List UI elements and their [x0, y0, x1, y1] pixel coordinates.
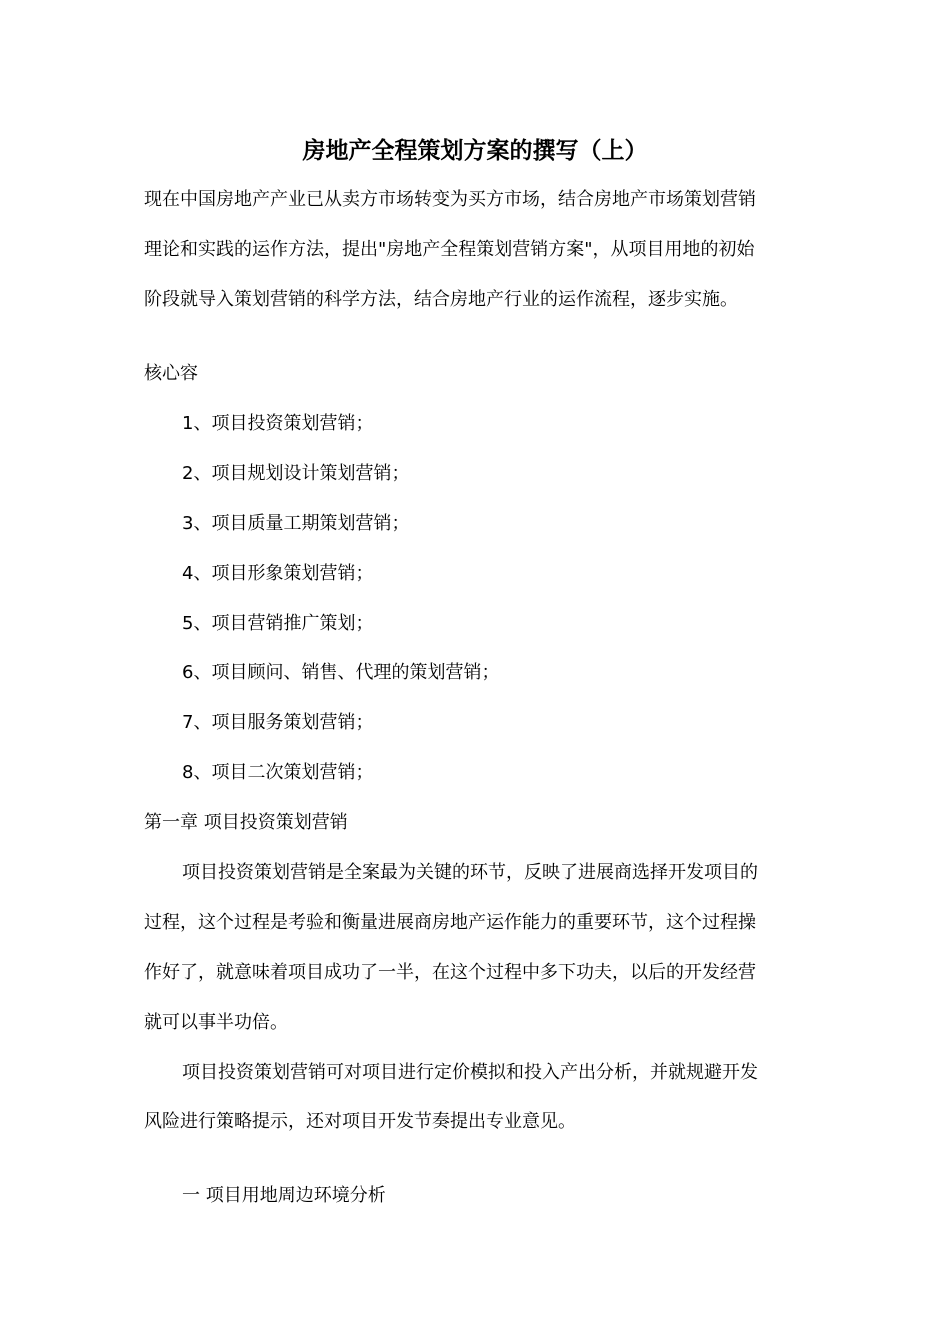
intro-line: 现在中国房地产产业已从卖方市场转变为买方市场，结合房地产市场策划营销	[144, 189, 756, 210]
intro-line: 理论和实践的运作方法，提出"房地产全程策划营销方案"，从项目用地的初始	[144, 239, 755, 260]
core-list-item: 5、项目营销推广策划；	[182, 613, 374, 634]
core-list-item: 7、项目服务策划营销；	[182, 712, 374, 733]
chapter-heading: 第一章 项目投资策划营销	[144, 812, 348, 833]
core-list-item: 3、项目质量工期策划营销；	[182, 513, 410, 534]
chapter-paragraph-line: 风险进行策略提示，还对项目开发节奏提出专业意见。	[144, 1111, 576, 1132]
chapter-paragraph-line: 就可以事半功倍。	[144, 1012, 288, 1033]
chapter-paragraph-line: 项目投资策划营销可对项目进行定价模拟和投入产出分析，并就规避开发	[182, 1062, 758, 1083]
chapter-paragraph-line: 作好了，就意味着项目成功了一半，在这个过程中多下功夫，以后的开发经营	[144, 962, 756, 983]
core-list-item: 8、项目二次策划营销；	[182, 762, 374, 783]
core-list-item: 1、项目投资策划营销；	[182, 413, 374, 434]
core-list-item: 2、项目规划设计策划营销；	[182, 463, 410, 484]
intro-line: 阶段就导入策划营销的科学方法，结合房地产行业的运作流程，逐步实施。	[144, 289, 738, 310]
chapter-paragraph-line: 过程，这个过程是考验和衡量进展商房地产运作能力的重要环节，这个过程操	[144, 912, 756, 933]
section-heading: 一 项目用地周边环境分析	[182, 1185, 386, 1206]
core-heading: 核心容	[144, 363, 198, 384]
core-list-item: 4、项目形象策划营销；	[182, 563, 374, 584]
document-title: 房地产全程策划方案的撰写（上）	[302, 138, 648, 164]
chapter-paragraph-line: 项目投资策划营销是全案最为关键的环节，反映了进展商选择开发项目的	[182, 862, 758, 883]
core-list-item: 6、项目顾问、销售、代理的策划营销；	[182, 662, 500, 683]
